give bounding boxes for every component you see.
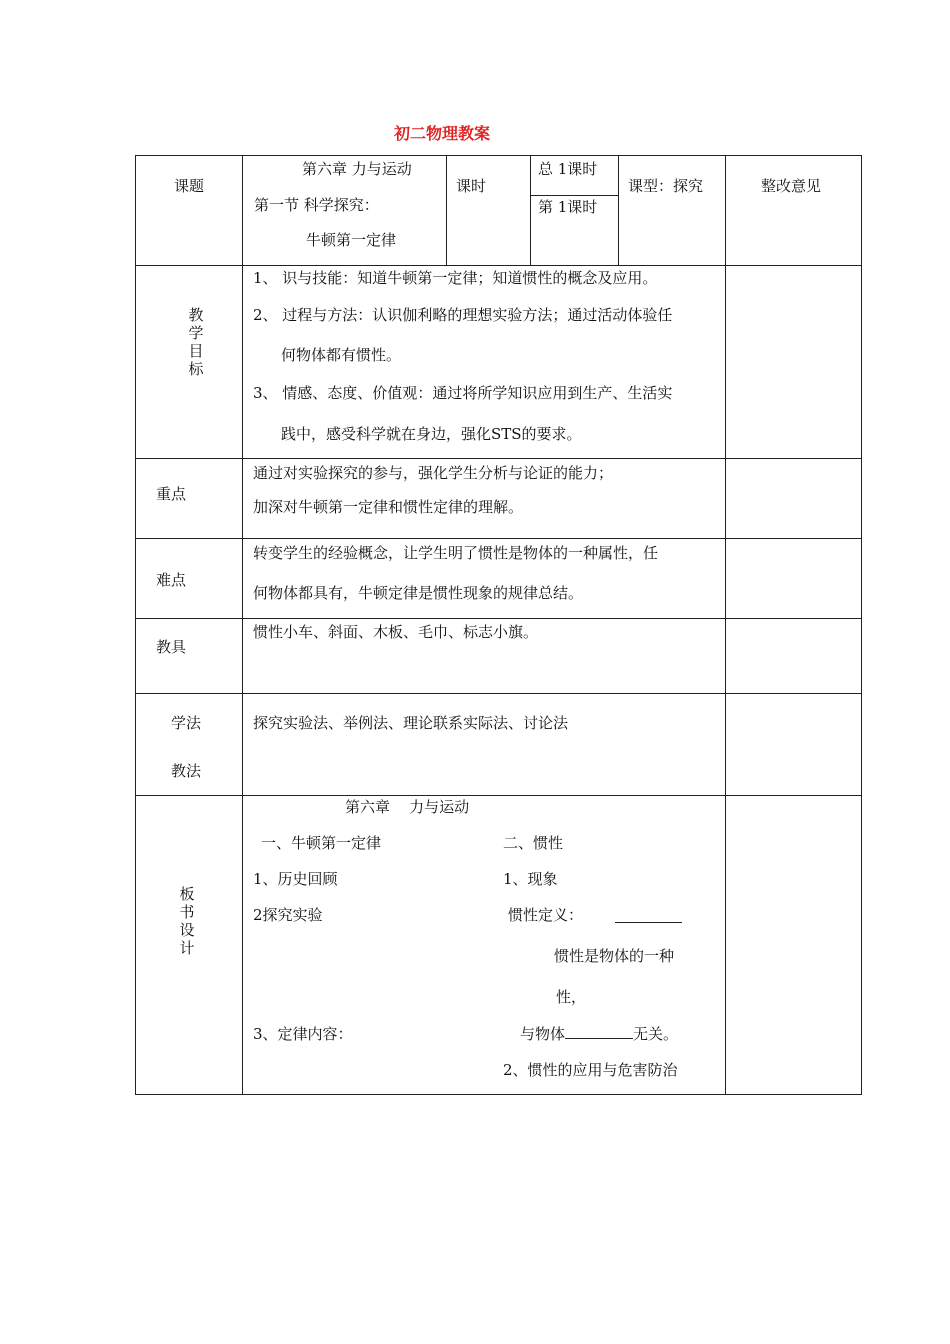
board-note-1: 惯性是物体的一种 — [554, 947, 675, 965]
row-divider — [135, 618, 862, 619]
column-divider — [530, 155, 531, 265]
topic-section: 第一节 科学探究： — [254, 196, 379, 214]
period-divider — [530, 195, 618, 196]
lesson-type: 课型：探究 — [628, 177, 704, 195]
definition-blank — [615, 908, 682, 923]
board-left-item-3: 3、定律内容： — [253, 1025, 353, 1043]
board-left-title: 一、牛顿第一定律 — [261, 834, 382, 852]
key-points-label: 重点 — [156, 485, 187, 503]
objective-item-1: 1、 识与技能：知道牛顿第一定律；知道惯性的概念及应用。 — [253, 269, 658, 287]
total-periods: 总 1课时 — [538, 160, 598, 178]
key-points-line-2: 加深对牛顿第一定律和惯性定律的理解。 — [253, 498, 524, 516]
board-right-item-1: 1、现象 — [503, 870, 558, 888]
row-divider — [135, 538, 862, 539]
period-label: 课时 — [456, 177, 487, 195]
row-divider — [135, 458, 862, 459]
label-column-divider — [242, 155, 243, 1095]
table-border-left — [135, 155, 136, 1095]
objective-item-3-cont: 践中，感受科学就在身边，强化STS的要求。 — [281, 425, 582, 443]
teaching-method-label: 教法 — [171, 762, 202, 780]
board-right-item-2: 2、惯性的应用与危害防治 — [503, 1061, 678, 1079]
board-right-title: 二、惯性 — [503, 834, 564, 852]
board-left-item-1: 1、历史回顾 — [253, 870, 338, 888]
board-note-2: 性， — [556, 988, 587, 1006]
methods-content: 探究实验法、举例法、理论联系实际法、讨论法 — [253, 714, 569, 732]
tools-content: 惯性小车、斜面、木板、毛巾、标志小旗。 — [253, 623, 539, 641]
row-divider — [135, 693, 862, 694]
board-note-3 — [520, 1024, 678, 1044]
difficulties-label: 难点 — [156, 571, 187, 589]
objectives-label: 教 学 目 标 — [188, 306, 204, 378]
key-points-line-1: 通过对实验探究的参与，强化学生分析与论证的能力； — [253, 464, 614, 482]
board-note-3-prefix: 与物体 — [520, 1025, 566, 1043]
board-heading: 第六章 力与运动 — [345, 798, 470, 816]
row-divider — [135, 265, 862, 266]
board-note-3-suffix: 无关。 — [633, 1025, 679, 1043]
tools-label: 教具 — [156, 638, 187, 656]
objective-item-2: 2、 过程与方法：认识伽利略的理想实验方法；通过活动体验任 — [253, 306, 673, 324]
difficulties-line-1: 转变学生的经验概念，让学生明了惯性是物体的一种属性，任 — [253, 544, 659, 562]
study-method-label: 学法 — [171, 714, 202, 732]
revision-column-divider — [725, 155, 726, 1095]
topic-label: 课题 — [174, 177, 205, 195]
column-divider — [618, 155, 619, 265]
current-period: 第 1课时 — [538, 198, 598, 216]
note-blank — [565, 1024, 633, 1039]
table-border-bottom — [135, 1094, 862, 1095]
topic-name: 牛顿第一定律 — [306, 231, 397, 249]
document-title: 初二物理教案 — [394, 124, 491, 143]
table-border-right — [861, 155, 862, 1095]
board-left-item-2: 2探究实验 — [253, 906, 323, 924]
row-divider — [135, 795, 862, 796]
column-divider — [446, 155, 447, 265]
topic-chapter: 第六章 力与运动 — [302, 160, 412, 178]
board-definition-label: 惯性定义： — [508, 906, 584, 924]
objective-item-2-cont: 何物体都有惯性。 — [281, 346, 402, 364]
board-design-label: 板 书 设 计 — [179, 885, 195, 957]
revision-label: 整改意见 — [761, 177, 822, 195]
difficulties-line-2: 何物体都具有，牛顿定律是惯性现象的规律总结。 — [253, 584, 584, 602]
objective-item-3: 3、 情感、态度、价值观：通过将所学知识应用到生产、生活实 — [253, 384, 673, 402]
table-border-top — [135, 155, 862, 156]
